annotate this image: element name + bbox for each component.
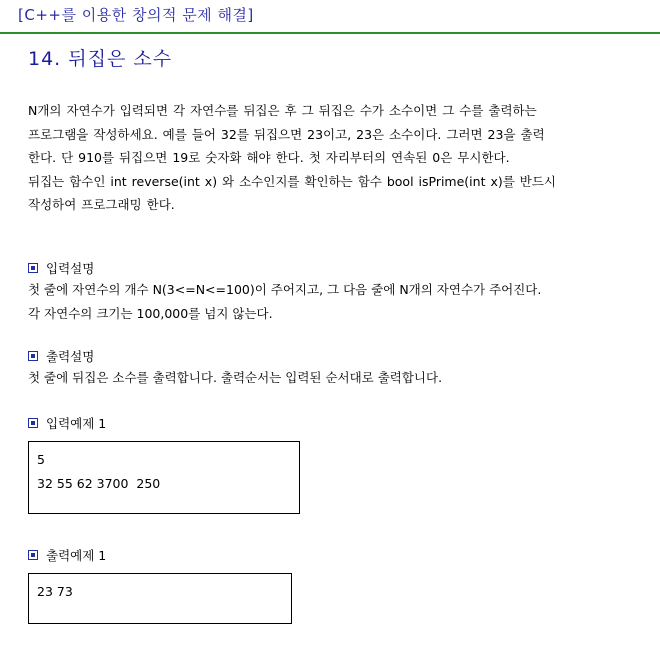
description-line: N개의 자연수가 입력되면 각 자연수를 뒤집은 후 그 뒤집은 수가 소수이면 그 수를 출력하는 [28,103,537,118]
output-description-text [28,366,442,390]
input-description-text [28,278,541,325]
output-description-line: 첫 줄에 뒤집은 소수를 출력합니다. 출력순서는 입력된 순서대로 출력합니다. [28,370,443,385]
problem-description [28,99,638,217]
input-description-label: 입력설명 [46,261,95,276]
square-icon [28,263,38,273]
input-example-label: 입력예제 1 [46,416,107,431]
input-example-heading [28,414,106,432]
header-title: [C++를 이용한 창의적 문제 해결] [18,6,254,24]
input-example-line: 32 55 62 3700 250 [37,475,161,491]
output-example-label: 출력예제 1 [46,548,107,563]
page-header [0,0,660,34]
square-icon [28,550,38,560]
input-description-line: 첫 줄에 자연수의 개수 N(3<=N<=100)이 주어지고, 그 다음 줄에 N개의 자연수가 주어진다. [28,282,542,297]
output-description-label: 출력설명 [46,349,95,364]
description-line: 뒤집는 함수인 int reverse(int x) 와 소수인지를 확인하는 함수 bool isPrime(int x)를 반드시 [28,173,556,189]
description-line: 작성하여 프로그래밍 한다. [28,197,175,212]
problem-title: 14. 뒤집은 소수 [28,48,173,70]
input-description-heading [28,259,94,277]
output-example-heading [28,546,106,564]
square-icon [28,351,38,361]
description-line: 프로그램을 작성하세요. 예를 들어 32를 뒤집으면 23이고, 23은 소수이다. 그러면 23을 출력 [28,126,545,142]
input-description-line: 각 자연수의 크기는 100,000를 넘지 않는다. [28,305,273,321]
output-description-heading [28,347,94,365]
square-icon [28,418,38,428]
input-example-line: 5 [37,452,45,467]
output-example-line: 23 73 [37,584,73,599]
output-example-box [28,573,292,624]
input-example-box [28,441,300,514]
description-line: 한다. 단 910를 뒤집으면 19로 숫자화 해야 한다. 첫 자리부터의 연속된 0은 무시한다. [28,150,510,165]
